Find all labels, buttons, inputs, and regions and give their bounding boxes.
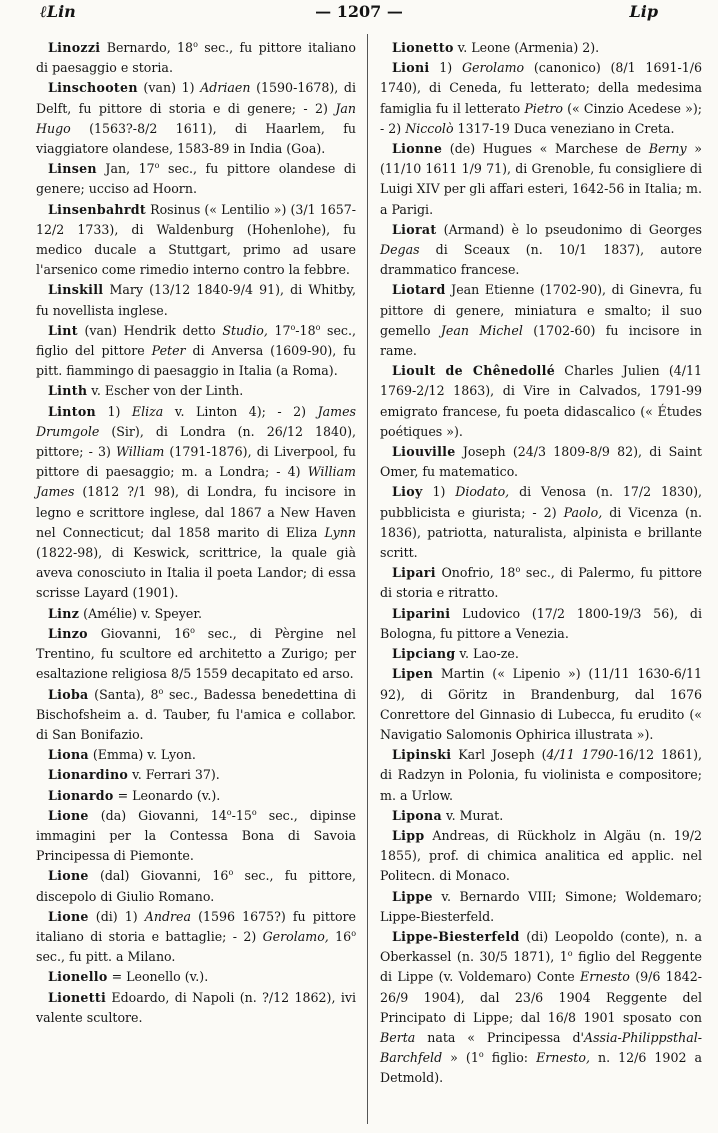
entry-text: Onofrio, 18 <box>435 565 516 581</box>
entry-headword: Liotard <box>392 282 446 298</box>
entry-headword: Lippe-Biesterfeld <box>392 928 520 944</box>
dictionary-entry <box>36 685 356 746</box>
dictionary-entry <box>380 58 702 139</box>
entry-text: Karl Joseph ( <box>451 747 547 763</box>
dictionary-entry <box>36 745 356 765</box>
entry-text: n. 12/6 1902 a Detmold). <box>380 1050 702 1086</box>
entry-headword: Linsenbahrdt <box>48 201 147 217</box>
entry-headword: Lione <box>48 908 89 924</box>
dictionary-entry <box>380 139 702 220</box>
entry-headword: Lioy <box>392 484 423 500</box>
entry-text: sec., di Palermo, fu pittore di storia e ritratto. <box>380 565 702 601</box>
entry-text: Bernardo, 18 <box>100 40 194 55</box>
entry-headword: Linozzi <box>48 40 101 55</box>
entry-text: Ernesto <box>580 969 630 985</box>
ordinal-superscript: o <box>228 868 234 878</box>
dictionary-entry <box>380 887 702 927</box>
dictionary-entry <box>380 280 702 361</box>
entry-text: 17 <box>267 322 291 338</box>
entry-text: (1822-98), di Keswick, scrittrice, la quale già aveva conosciuto in Italia il poeta Landor; di essa scrisse Layard (1901). <box>36 545 356 601</box>
left-column <box>36 38 356 1028</box>
entry-text: (1596 1675?) fu pittore italiano di storia e battaglie; - 2) <box>36 908 356 944</box>
entry-text: sec., dipinse immagini per la Contessa Bona di Savoia Principessa di Piemonte. <box>36 807 356 864</box>
entry-text: Gerolamo, <box>262 928 329 944</box>
dictionary-entry <box>380 220 702 281</box>
entry-text: (Amélie) v. Speyer. <box>79 605 202 621</box>
dictionary-entry <box>36 988 356 1028</box>
entry-headword: Liorat <box>392 221 437 237</box>
entry-text: figlio del Reggente di Lippe (v. Voldemaro) Conte <box>380 949 702 985</box>
entry-text: sec., fu pittore olandese di genere; ucciso ad Hoorn. <box>36 161 356 197</box>
entry-text: Gerolamo <box>461 60 525 76</box>
entry-text: » (11/10 1611 1/9 71), di Grenoble, fu consigliere di Luigi XIV per gli affari esteri, 1642-56 in Italia; m. a Parigi. <box>380 141 702 217</box>
page-header <box>0 0 718 30</box>
dictionary-entry <box>380 806 702 826</box>
dictionary-entry <box>380 745 702 806</box>
entry-text: v. Linton 4); - 2) <box>163 403 318 419</box>
dictionary-entry <box>36 967 356 987</box>
entry-headword: Lionardino <box>48 767 129 783</box>
entry-text: Jean Etienne (1702-90), di Ginevra, fu pittore di genere, miniatura e smalto; il suo gemello <box>380 282 702 338</box>
entry-headword: Liona <box>48 747 89 763</box>
dictionary-entry <box>36 402 356 604</box>
entry-text: 4/11 1790- <box>546 747 618 763</box>
entry-headword: Lint <box>48 322 78 338</box>
entry-text: v. Escher von der Linth. <box>87 383 244 399</box>
dictionary-entry <box>380 604 702 644</box>
entry-text: Berta <box>380 1029 416 1045</box>
entry-text: -18 <box>295 322 316 338</box>
entry-headword: Lioult de Chênedollé <box>392 363 556 379</box>
dictionary-entry <box>380 644 702 664</box>
dictionary-entry <box>36 159 356 199</box>
entry-text: (Santa), 8 <box>88 686 159 702</box>
entry-text: v. Leone (Armenia) 2). <box>453 40 600 55</box>
entry-text: figlio: <box>483 1050 537 1066</box>
dictionary-entry <box>380 442 702 482</box>
entry-text: 1) <box>95 403 132 419</box>
ordinal-superscript: o <box>567 948 573 958</box>
right-column <box>380 38 702 1089</box>
entry-text: sec., Badessa benedettina di Bischofsheim a. d. Tauber, fu l'amica e collabor. di San Bonifazio. <box>36 686 357 742</box>
entry-text: Pietro <box>524 100 563 116</box>
entry-text: di Sceaux (n. 10/1 1837), autore drammatico francese. <box>380 242 702 278</box>
entry-text: Assia-Philippsthal-Barchfeld <box>380 1029 702 1066</box>
entry-text: Ludovico (17/2 1800-19/3 56), di Bologna, fu pittore a Venezia. <box>380 605 702 641</box>
header-left-guide-word: ℓLin <box>40 2 76 21</box>
ordinal-superscript: o <box>290 322 296 332</box>
entry-headword: Lione <box>48 807 89 823</box>
entry-text: Jan Hugo <box>36 100 356 136</box>
entry-headword: Lionetti <box>48 989 107 1005</box>
entry-text: 16 <box>328 928 352 944</box>
entry-text: Jan, 17 <box>96 161 155 177</box>
entry-text: Mary (13/12 1840-9/4 91), di Whitby, fu novellista inglese. <box>36 282 356 318</box>
entry-text: Rosinus (« Lentilio ») (3/1 1657-12/2 1733), di Waldenburg (Hohenlohe), fu medico ducale a Stuttgart, primo ad usare l'arsenico come rimedio interno contro la febbre. <box>36 201 356 278</box>
entry-text: Jean Michel <box>440 322 523 338</box>
entry-text: (di) Leopoldo (conte), n. a Oberkassel (n. 30/5 1871), 1 <box>380 928 702 965</box>
entry-headword: Liouville <box>392 444 456 460</box>
entry-text: Niccolò <box>405 120 454 136</box>
entry-text: (canonico) (8/1 1691-1/6 1740), di Ceneda, fu letterato; della medesima famiglia fu il letterato <box>380 60 703 116</box>
entry-text: (9/6 1842-26/9 1904), dal 23/6 1904 Reggente del Principato di Lippe; dal 16/8 1901 sposato con <box>380 969 702 1025</box>
entry-text: = Leonello (v.). <box>107 969 209 985</box>
entry-headword: Linth <box>48 383 88 399</box>
entry-text: Eliza <box>131 403 164 419</box>
dictionary-entry <box>380 482 702 563</box>
entry-headword: Lipp <box>392 827 425 843</box>
entry-text: Martin (« Lipenio ») (11/11 1630-6/11 92), di Göritz in Brandenburg, dal 1676 Conrettore del Ginnasio di Lubecca, fu erudito (« Navigatio Salomonis Ophirica illustrata »). <box>380 666 702 742</box>
entry-text: (Emma) v. Lyon. <box>88 747 196 763</box>
entry-text: (1590-1678), di Delft, fu pittore di storia e di genere; - 2) <box>36 80 357 116</box>
entry-text: nata « Principessa d' <box>415 1029 584 1045</box>
entry-text: -15 <box>231 807 252 823</box>
entry-text: Degas <box>380 242 420 258</box>
entry-text: (1702-60) fu incisore in rame. <box>380 322 702 359</box>
entry-headword: Lioni <box>392 60 430 76</box>
entry-text: (di) 1) <box>88 908 145 924</box>
entry-headword: Lipciang <box>392 646 456 662</box>
entry-text: (van) Hendrik detto <box>77 322 223 338</box>
entry-text: Joseph (24/3 1809-8/9 82), di Saint Omer, fu matematico. <box>380 444 702 480</box>
dictionary-entry <box>36 907 356 968</box>
entry-text: Lynn <box>324 524 356 540</box>
entry-headword: Linskill <box>48 282 104 298</box>
entry-text: sec., fu pittore italiano di paesaggio e storia. <box>36 40 357 76</box>
entry-headword: Lioba <box>48 686 89 702</box>
entry-text: Studio, <box>222 322 268 338</box>
dictionary-entry <box>36 806 356 867</box>
entry-text: di Vicenza (n. 1836), patriotta, naturalista, alpinista e brillante scritt. <box>380 504 702 561</box>
entry-text: Peter <box>151 343 186 359</box>
ordinal-superscript: o <box>351 928 357 938</box>
entry-text: = Leonardo (v.). <box>113 787 221 803</box>
ordinal-superscript: o <box>226 807 232 817</box>
entry-text: (da) Giovanni, 14 <box>88 807 227 823</box>
entry-headword: Lionello <box>48 969 108 985</box>
entry-text: sec., di Pèrgine nel Trentino, fu scultore ed architetto a Zurigo; per esaltazione religiosa 8/5 1559 decapitato ed arso. <box>36 625 356 682</box>
dictionary-entry <box>36 38 356 78</box>
dictionary-entry <box>380 664 702 745</box>
entry-headword: Linton <box>48 403 96 419</box>
entry-text: (de) Hugues « Marchese de <box>442 141 649 157</box>
dictionary-entry <box>36 604 356 624</box>
entry-headword: Linzo <box>48 625 88 641</box>
entry-text: (1791-1876), di Liverpool, fu pittore di paesaggio; m. a Londra; - 4) <box>36 444 357 480</box>
dictionary-entry <box>36 866 356 906</box>
entry-text: Andrea <box>144 908 192 924</box>
ordinal-superscript: o <box>154 161 160 171</box>
entry-text: Berny <box>648 141 687 157</box>
entry-text: 1) <box>422 484 456 500</box>
ordinal-superscript: o <box>478 1049 484 1059</box>
dictionary-entry <box>380 927 702 1089</box>
entry-headword: Lione <box>48 868 89 884</box>
entry-headword: Lionardo <box>48 787 114 803</box>
entry-headword: Linschooten <box>48 80 138 96</box>
entry-text: William <box>116 444 165 460</box>
page-number: — 1207 — <box>315 2 403 21</box>
dictionary-entry <box>380 563 702 603</box>
entry-text: 1) <box>429 60 462 76</box>
entry-text: v. Murat. <box>441 807 504 823</box>
entry-headword: Lipen <box>392 666 434 682</box>
entry-headword: Linz <box>48 605 80 621</box>
ordinal-superscript: o <box>158 686 164 696</box>
entry-text: William James <box>36 464 356 500</box>
entry-text: (Sir), di Londra (n. 26/12 1840), pittore; - 3) <box>36 423 356 460</box>
entry-text: di Anversa (1609-90), fu pitt. fiammingo di paesaggio in Italia (a Roma). <box>36 343 356 379</box>
dictionary-entry <box>36 786 356 806</box>
entry-text: Andreas, di Rückholz in Algäu (n. 19/2 1855), prof. di chimica analitica ed applic. nel Politecn. di Monaco. <box>380 827 702 884</box>
entry-text: Edoardo, di Napoli (n. ?/12 1862), ivi valente scultore. <box>36 989 356 1025</box>
dictionary-entry <box>380 361 702 442</box>
dictionary-entry <box>380 826 702 887</box>
entry-text: Ernesto, <box>536 1050 590 1066</box>
dictionary-entry <box>36 280 356 320</box>
entry-text: » (1 <box>442 1050 479 1066</box>
entry-text: sec., fu pittore, discepolo di Giulio Romano. <box>36 868 356 904</box>
ordinal-superscript: o <box>315 322 321 332</box>
entry-text: 1317-19 Duca veneziano in Creta. <box>453 120 675 136</box>
entry-headword: Lipona <box>392 807 442 823</box>
entry-headword: Liparini <box>392 605 451 621</box>
entry-headword: Lipinski <box>392 747 452 763</box>
entry-text: (« Cinzio Acedese »); - 2) <box>380 100 702 136</box>
entry-text: 16/12 1861), di Radzyn in Polonia, fu violinista e compositore; m. a Urlow. <box>380 747 702 803</box>
entry-text: (1812 ?/1 98), di Londra, fu incisore in legno e scrittore inglese, dal 1867 a New Haven nel Connecticut; dal 1858 marito di Eliza <box>36 484 356 540</box>
dictionary-entry <box>36 381 356 401</box>
entry-text: (1563?-8/2 1611), di Haarlem, fu viaggiatore olandese, 1583-89 in India (Goa). <box>36 120 356 157</box>
entry-text: v. Lao-ze. <box>455 646 519 662</box>
header-right-guide-word: Lip <box>629 2 658 21</box>
entry-headword: Lippe <box>392 888 433 904</box>
entry-text: Giovanni, 16 <box>87 625 191 641</box>
ordinal-superscript: o <box>251 807 257 817</box>
entry-text: v. Bernardo VIII; Simone; Woldemaro; Lippe-Biesterfeld. <box>380 888 702 924</box>
entry-text: (dal) Giovanni, 16 <box>88 868 229 884</box>
entry-text: Diodato, <box>455 484 510 500</box>
entry-headword: Lionetto <box>392 40 454 55</box>
entry-text: (van) 1) <box>137 80 201 96</box>
dictionary-entry <box>380 38 702 58</box>
entry-text: v. Ferrari 37). <box>128 767 220 783</box>
dictionary-entry <box>36 624 356 685</box>
entry-headword: Lionne <box>392 141 443 157</box>
entry-text: sec., fu pitt. a Milano. <box>36 949 176 965</box>
ordinal-superscript: o <box>515 565 521 575</box>
dictionary-entry <box>36 78 356 159</box>
ordinal-superscript: o <box>190 625 195 635</box>
entry-text: Charles Julien (4/11 1769-2/12 1863), di Vire in Calvados, 1791-99 emigrato francese, fu poeta didascalico (« Études poétiques »). <box>380 363 703 439</box>
entry-text: sec., figlio del pittore <box>36 322 356 359</box>
entry-headword: Lipari <box>392 565 436 581</box>
dictionary-entry <box>36 765 356 785</box>
column-divider <box>367 34 368 1124</box>
entry-text: (Armand) è lo pseudonimo di Georges <box>436 221 702 237</box>
ordinal-superscript: o <box>193 39 198 49</box>
dictionary-entry <box>36 200 356 281</box>
entry-text: James Drumgole <box>36 403 356 439</box>
entry-text: Adriaen <box>200 80 251 96</box>
entry-headword: Linsen <box>48 161 97 177</box>
dictionary-entry <box>36 321 356 382</box>
entry-text: di Venosa (n. 17/2 1830), pubblicista e giurista; - 2) <box>380 484 702 520</box>
entry-text: Paolo, <box>563 504 603 520</box>
